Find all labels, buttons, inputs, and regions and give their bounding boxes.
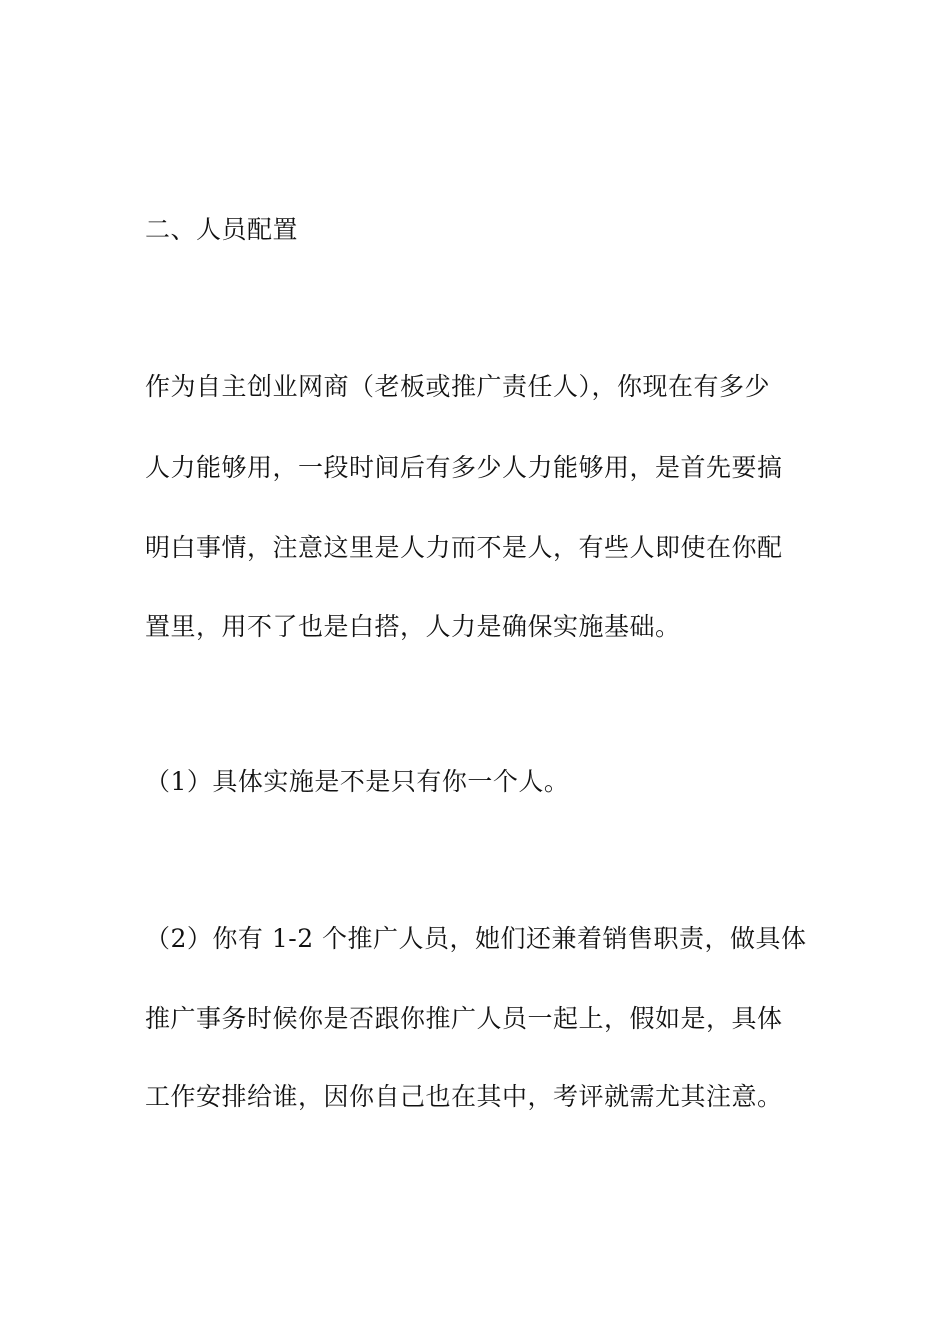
list-item-line: 工作安排给谁，因你自己也在其中，考评就需尤其注意。	[145, 1082, 783, 1111]
paragraph-line: 明白事情，注意这里是人力而不是人，有些人即使在你配	[145, 533, 783, 562]
list-item-line: 推广事务时候你是否跟你推广人员一起上，假如是，具体	[145, 1004, 783, 1033]
paragraph-line: 人力能够用，一段时间后有多少人力能够用，是首先要搞	[145, 453, 783, 482]
paragraph-line: 作为自主创业网商（老板或推广责任人），你现在有多少	[145, 372, 771, 401]
paragraph-line: 置里，用不了也是白搭，人力是确保实施基础。	[145, 612, 681, 641]
list-item-line: （2）你有 1-2 个推广人员，她们还兼着销售职责，做具体	[145, 924, 807, 953]
section-heading: 二、人员配置	[145, 215, 299, 244]
list-item-line: （1）具体实施是不是只有你一个人。	[145, 767, 570, 796]
